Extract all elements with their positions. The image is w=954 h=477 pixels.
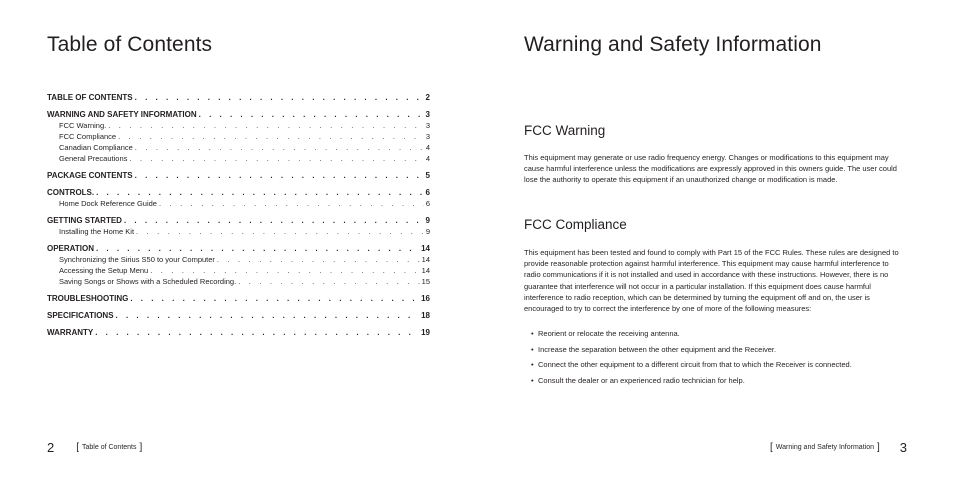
dot-leader xyxy=(130,294,419,303)
toc-subentry-page: 4 xyxy=(425,143,430,152)
toc-subentry-page: 15 xyxy=(421,277,430,286)
toc-entry-page: 9 xyxy=(425,216,430,225)
dot-leader xyxy=(150,266,419,275)
toc-subentry-title: Synchronizing the Sirius S50 to your Computer xyxy=(59,255,215,264)
dot-leader xyxy=(159,199,424,208)
fcc-compliance-text: This equipment has been tested and found to comply with Part 15 of the FCC Rules. These rules are designed to provide reasonable protection against harmful interference. This equipment may cause harmful interference to radio communications if it is not installed and used in accordance with these instructions. However, there is no guarantee that interference will not occur in a particular installation. If this equipment does cause harmful interference to radio reception, which can be determined by turning the equipment off and on, the user is encouraged to try to correct the interference by one of more of the following measures: xyxy=(524,248,899,314)
toc-entry-warranty[interactable] xyxy=(47,328,430,339)
toc-subentry-title: Accessing the Setup Menu xyxy=(59,266,149,275)
toc-subentry-page: 14 xyxy=(421,255,430,264)
toc-subentry-installing-home-kit[interactable] xyxy=(47,227,430,238)
toc-subentry-page: 9 xyxy=(425,227,430,236)
toc-subentry-title: FCC Compliance xyxy=(59,132,117,141)
toc-entry-title: WARNING AND SAFETY INFORMATION xyxy=(47,110,197,119)
toc-entry-page: 2 xyxy=(425,93,430,102)
dot-leader xyxy=(238,277,419,286)
toc-entry-page: 6 xyxy=(425,188,430,197)
toc-entry-package-contents[interactable] xyxy=(47,171,430,182)
toc-subentry-page: 3 xyxy=(425,132,430,141)
dot-leader xyxy=(136,227,424,236)
toc-subentry-title: Installing the Home Kit xyxy=(59,227,135,236)
toc-entry-operation[interactable] xyxy=(47,244,430,255)
left-page-footer xyxy=(47,440,142,455)
toc-entry-table-of-contents[interactable] xyxy=(47,93,430,104)
toc-subentry-page: 4 xyxy=(425,154,430,163)
toc-entry-specifications[interactable] xyxy=(47,311,430,322)
toc-subentry-synchronizing[interactable] xyxy=(47,255,430,266)
toc-subentry-title: Saving Songs or Shows with a Scheduled Recording. xyxy=(59,277,237,286)
list-item: • Consult the dealer or an experienced radio technician for help. xyxy=(524,375,904,386)
toc-group xyxy=(47,171,430,182)
toc-group xyxy=(47,244,430,288)
right-page xyxy=(477,0,954,477)
toc-entry-title: WARRANTY xyxy=(47,328,94,337)
toc-subentry-scheduled-recording[interactable] xyxy=(47,277,430,288)
toc-group xyxy=(47,216,430,238)
toc-subentry-home-dock-reference[interactable] xyxy=(47,199,430,210)
toc-subentry-title: Home Dock Reference Guide xyxy=(59,199,157,208)
toc-page-title: Table of Contents xyxy=(47,33,213,56)
toc-entry-title: TROUBLESHOOTING xyxy=(47,294,129,303)
toc-entry-getting-started[interactable] xyxy=(47,216,430,227)
right-page-footer xyxy=(770,440,907,455)
toc-entry-title: OPERATION xyxy=(47,244,94,253)
warning-page-title: Warning and Safety Information xyxy=(524,33,822,56)
toc-entry-page: 3 xyxy=(425,110,430,119)
toc-subentry-page: 3 xyxy=(425,121,430,130)
toc-entry-warning-safety[interactable] xyxy=(47,110,430,121)
dot-leader xyxy=(116,311,420,320)
page-number: 3 xyxy=(899,440,907,455)
dot-leader xyxy=(108,121,424,130)
toc-subentry-title: General Precautions xyxy=(59,154,128,163)
toc-subentry-fcc-compliance[interactable] xyxy=(47,132,430,143)
toc-subentry-title: Canadian Compliance xyxy=(59,143,133,152)
footer-open-bracket: [ xyxy=(770,442,773,453)
dot-leader xyxy=(118,132,424,141)
toc-group xyxy=(47,311,430,322)
toc-entry-title: TABLE OF CONTENTS xyxy=(47,93,133,102)
toc-entry-title: SPECIFICATIONS xyxy=(47,311,114,320)
toc-group xyxy=(47,188,430,210)
fcc-compliance-heading: FCC Compliance xyxy=(524,217,627,232)
toc-entry-title: GETTING STARTED xyxy=(47,216,122,225)
fcc-measures-list xyxy=(524,328,904,391)
toc-subentry-title: FCC Warning. xyxy=(59,121,107,130)
dot-leader xyxy=(129,154,423,163)
dot-leader xyxy=(135,93,424,102)
dot-leader xyxy=(96,188,423,197)
dot-leader xyxy=(135,143,424,152)
toc-subentry-general-precautions[interactable] xyxy=(47,154,430,165)
toc-subentry-setup-menu[interactable] xyxy=(47,266,430,277)
dot-leader xyxy=(124,216,424,225)
table-of-contents xyxy=(47,93,430,345)
toc-entry-troubleshooting[interactable] xyxy=(47,294,430,305)
footer-close-bracket: ] xyxy=(139,442,143,453)
toc-group xyxy=(47,294,430,305)
footer-section-label: Table of Contents xyxy=(82,444,137,451)
toc-group xyxy=(47,93,430,104)
toc-entry-controls[interactable] xyxy=(47,188,430,199)
page-number: 2 xyxy=(47,440,55,455)
dot-leader xyxy=(96,244,419,253)
footer-close-bracket: ] xyxy=(876,442,880,453)
toc-subentry-page: 6 xyxy=(425,199,430,208)
toc-group xyxy=(47,110,430,165)
toc-entry-page: 19 xyxy=(421,328,430,337)
dot-leader xyxy=(217,255,420,264)
dot-leader xyxy=(199,110,424,119)
list-item: • Connect the other equipment to a different circuit from that to which the Receiver is connected. xyxy=(524,359,904,370)
fcc-warning-text: This equipment may generate or use radio frequency energy. Changes or modifications to this equipment may cause harmful interference unless the modifications are expressly approved in this owners guide. The user could lose the authority to operate this equipment if an unauthorized change or modification is made. xyxy=(524,153,897,185)
toc-entry-page: 16 xyxy=(421,294,430,303)
dot-leader xyxy=(95,328,419,337)
toc-entry-page: 18 xyxy=(421,311,430,320)
toc-group xyxy=(47,328,430,339)
toc-entry-title: CONTROLS. xyxy=(47,188,95,197)
toc-entry-page: 14 xyxy=(421,244,430,253)
list-item: • Reorient or relocate the receiving antenna. xyxy=(524,328,904,339)
list-item: • Increase the separation between the other equipment and the Receiver. xyxy=(524,344,904,355)
fcc-warning-heading: FCC Warning xyxy=(524,123,606,138)
toc-entry-title: PACKAGE CONTENTS xyxy=(47,171,133,180)
dot-leader xyxy=(135,171,424,180)
toc-subentry-canadian-compliance[interactable] xyxy=(47,143,430,154)
footer-section-label: Warning and Safety Information xyxy=(775,444,874,451)
toc-subentry-fcc-warning[interactable] xyxy=(47,121,430,132)
toc-entry-page: 5 xyxy=(425,171,430,180)
toc-subentry-page: 14 xyxy=(421,266,430,275)
footer-open-bracket: [ xyxy=(76,442,80,453)
